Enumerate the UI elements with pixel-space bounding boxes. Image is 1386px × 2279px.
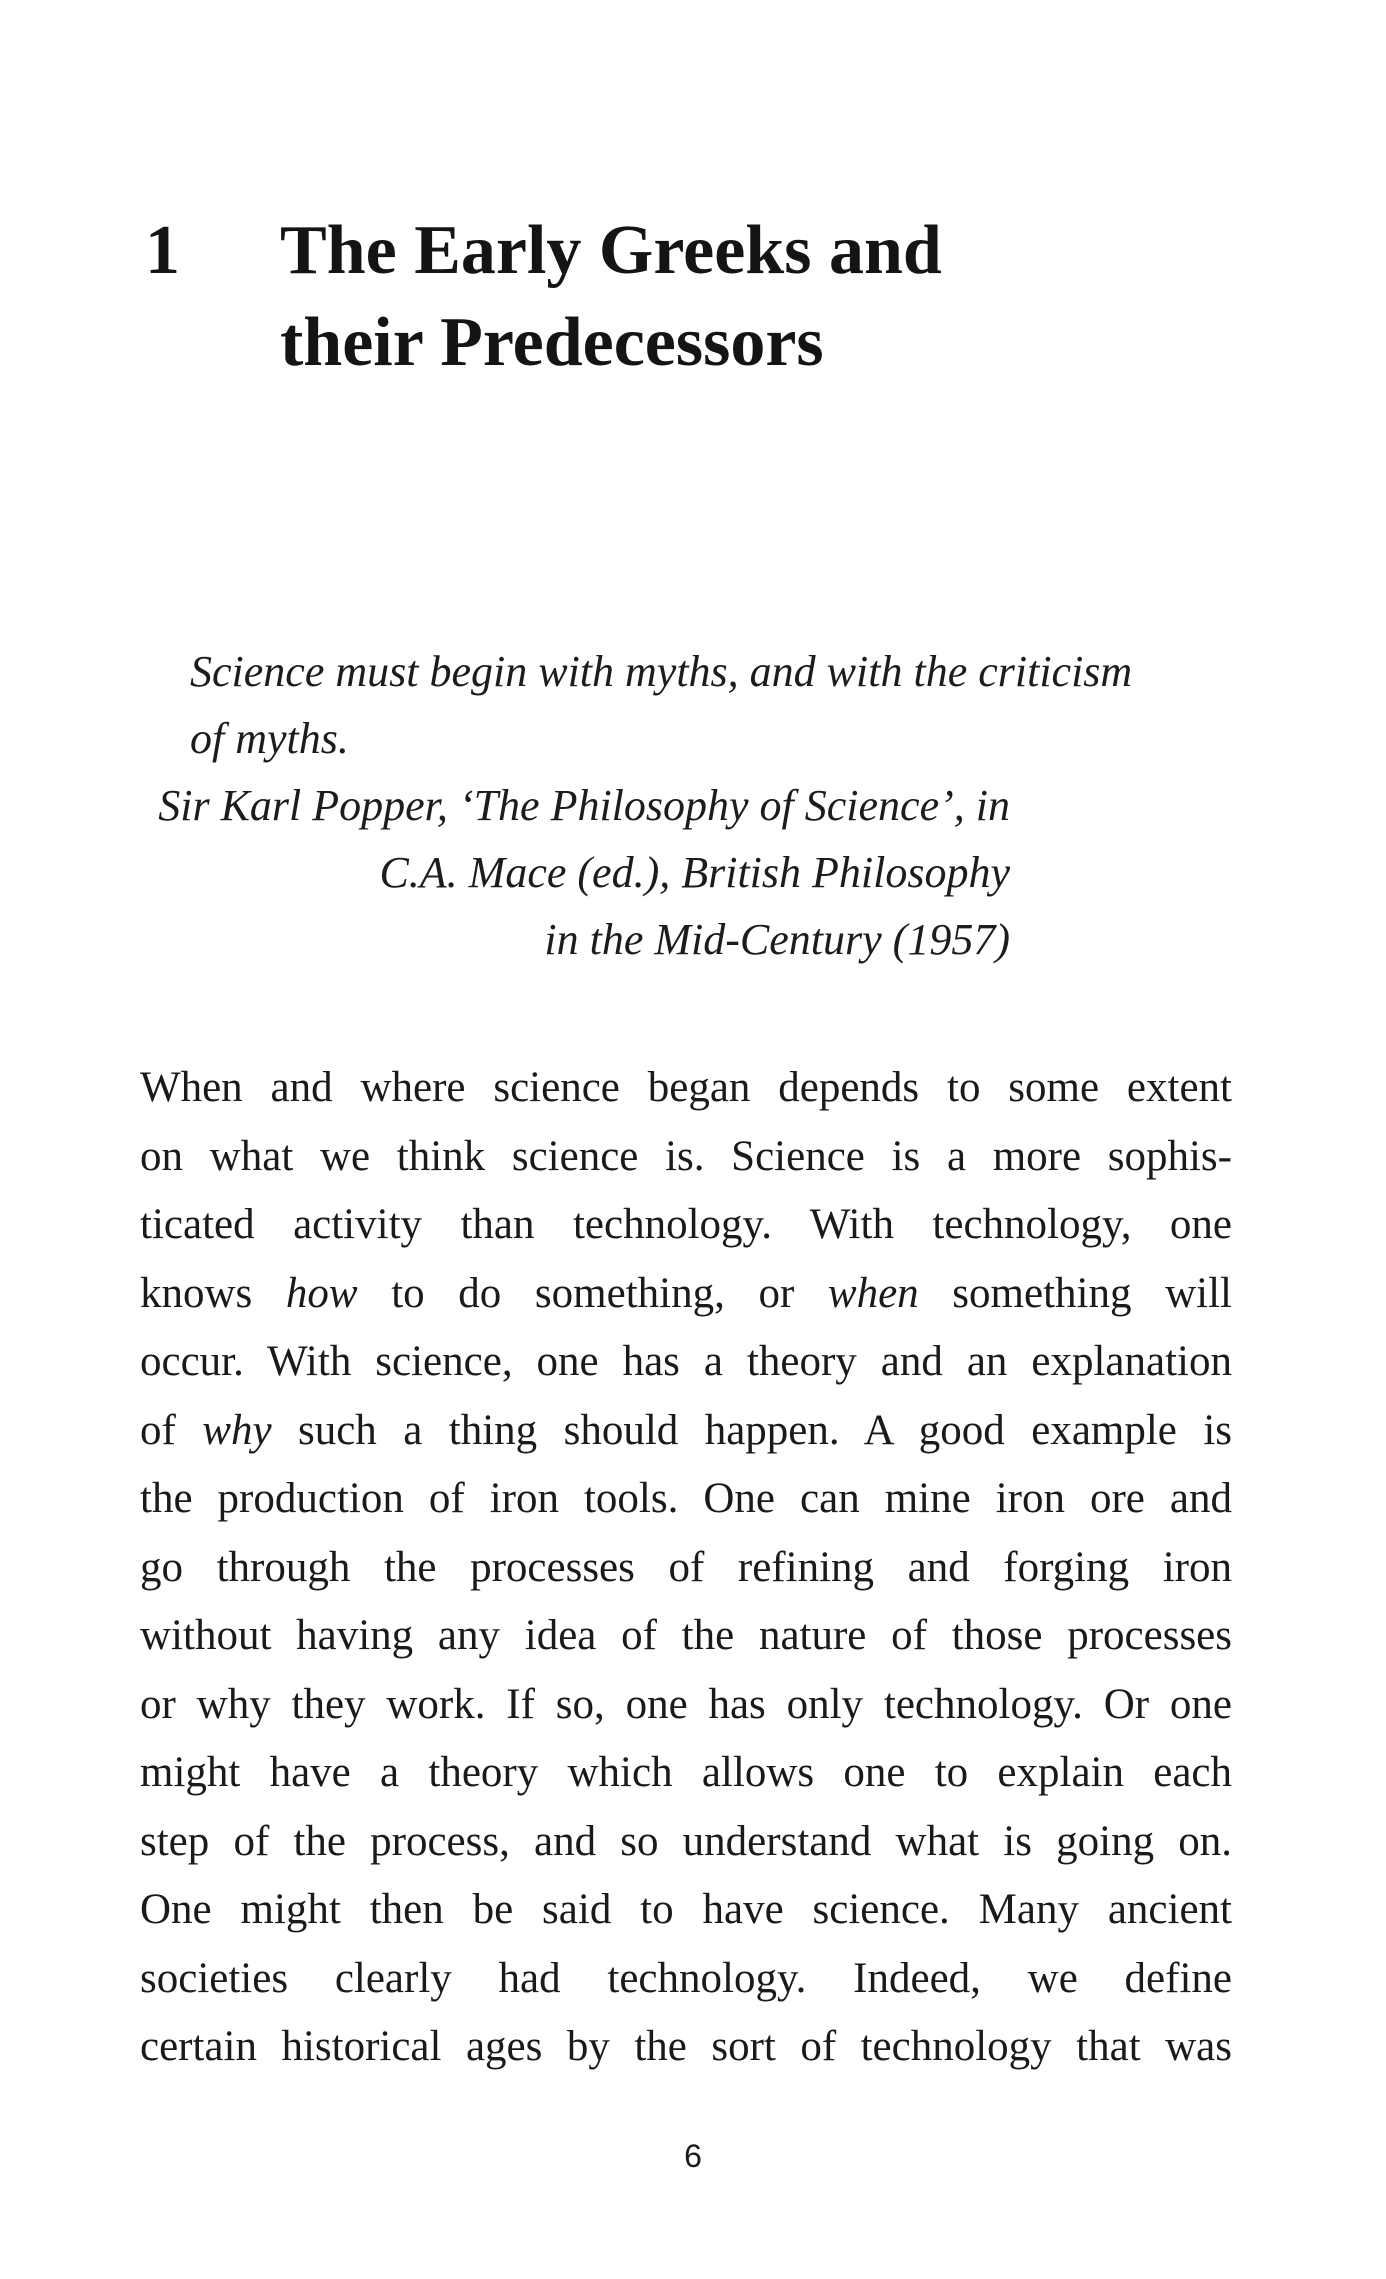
chapter-number: 1 [145,212,180,289]
text-run: of [140,1406,203,1454]
text-run: such a thing should happen. A good example is [271,1406,1232,1454]
paragraph-line: step of the process, and so understand what is going on. [140,1817,1232,1865]
epigraph-attribution-line: C.A. Mace (ed.), British Philosophy [379,848,1010,897]
emphasis-when: when [827,1269,919,1317]
text-run: knows [140,1269,286,1317]
body-paragraph [140,1054,1232,2082]
epigraph-quote-line: of myths. [190,714,349,763]
text-run: something will [918,1269,1232,1317]
chapter-title-line: The Early Greeks and [280,212,942,289]
paragraph-line: without having any idea of the nature of those processes [140,1612,1232,1659]
paragraph-line: When and where science began depends to some extent [140,1064,1232,1111]
epigraph [158,638,1180,973]
paragraph-line: certain historical ages by the sort of technology that was [140,2023,1232,2070]
paragraph-line: or why they work. If so, one has only technology. Or one [140,1680,1232,1728]
page-number: 6 [684,2138,702,2174]
paragraph-line [140,1260,1232,1329]
chapter-title [280,205,1140,389]
paragraph-line: on what we think science is. Science is a more sophis- [140,1132,1232,1180]
paragraph-line: might have a theory which allows one to explain each [140,1749,1232,1796]
chapter-title-line: their Predecessors [280,304,824,381]
epigraph-attribution-line: in the Mid-Century (1957) [544,915,1010,964]
paragraph-line: occur. With science, one has a theory and an explanation [140,1338,1232,1385]
epigraph-attribution-line: Sir Karl Popper, ‘The Philosophy of Science’, in [158,781,1010,830]
paragraph-line: ticated activity than technology. With technology, one [140,1201,1232,1248]
paragraph-line: societies clearly had technology. Indeed, we define [140,1954,1232,2002]
emphasis-how: how [285,1269,358,1317]
paragraph-line [140,1397,1232,1466]
paragraph-line: go through the processes of refining and forging iron [140,1543,1232,1591]
paragraph-line: One might then be said to have science. Many ancient [140,1886,1232,1933]
paragraph-line: the production of iron tools. One can mine iron ore and [140,1475,1232,1522]
text-run: to do something, or [357,1269,828,1317]
epigraph-quote-line: Science must begin with myths, and with the criticism [190,647,1133,696]
emphasis-why: why [202,1406,272,1454]
